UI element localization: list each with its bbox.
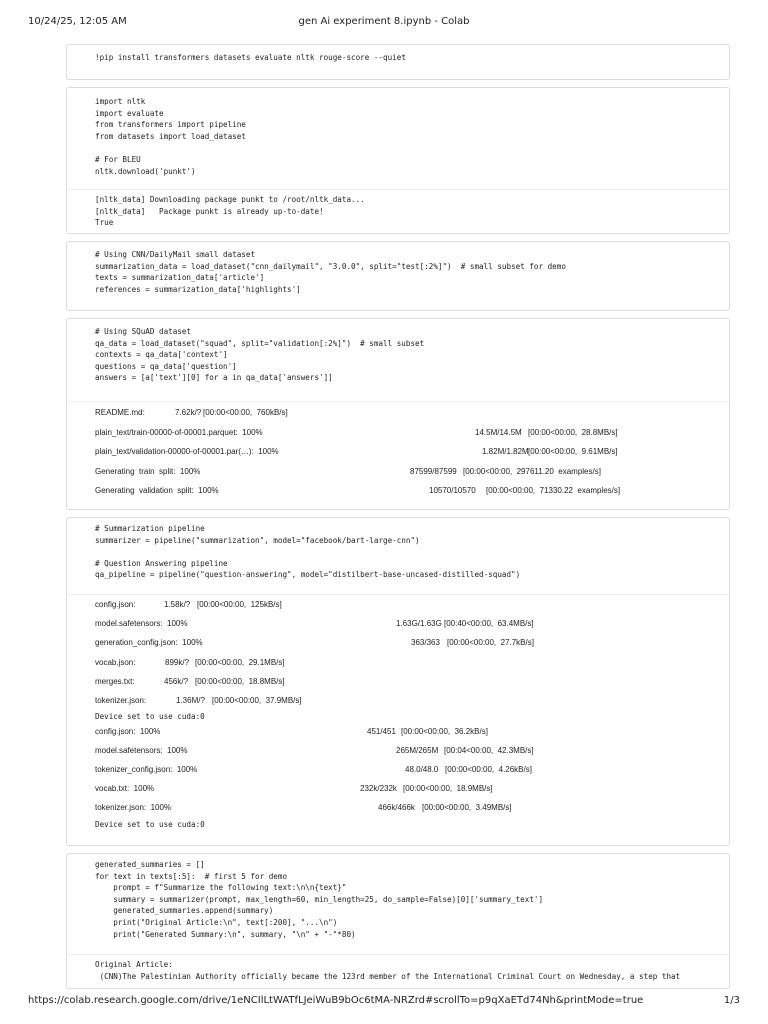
progress-stats: [00:04<00:00, 42.3MB/s] bbox=[444, 745, 534, 755]
cell-output bbox=[67, 954, 729, 982]
progress-row bbox=[67, 692, 729, 711]
progress-count: 1.63G/1.63G bbox=[396, 619, 442, 629]
progress-label: plain_text/train-00000-of-00001.parquet: 100% bbox=[95, 427, 263, 437]
progress-row bbox=[67, 654, 729, 673]
progress-stats: [00:00<00:00, 18.9MB/s] bbox=[403, 784, 493, 794]
page-url[interactable]: https://colab.research.google.com/drive/1eNCIlLtWATfLJeiWuB9bOc6tMA-NRZrd#scrollTo=p9qXaETd74Nh&printMode=true bbox=[28, 995, 644, 1006]
progress-row bbox=[67, 780, 729, 799]
cell-source[interactable]: import nltk import evaluate from transformers import pipeline from datasets import load_dataset # For BLEU nltk.download('punkt') bbox=[95, 97, 246, 176]
progress-stats: [00:00<00:00, 4.26kB/s] bbox=[445, 765, 532, 775]
progress-count: 48.0/48.0 bbox=[405, 765, 439, 775]
progress-stats: [00:00<00:00, 27.7kB/s] bbox=[447, 638, 534, 648]
progress-row bbox=[67, 799, 729, 818]
progress-label: tokenizer.json: bbox=[95, 695, 147, 705]
progress-row bbox=[67, 443, 729, 463]
progress-row bbox=[67, 404, 729, 424]
progress-label: vocab.txt: 100% bbox=[95, 784, 155, 794]
progress-label: generation_config.json: 100% bbox=[95, 638, 203, 648]
progress-row bbox=[67, 761, 729, 780]
progress-stats: [00:00<00:00, 9.61MB/s] bbox=[528, 447, 618, 457]
progress-count: 14.5M/14.5M bbox=[475, 427, 522, 437]
progress-label: tokenizer.json: 100% bbox=[95, 803, 172, 813]
progress-stats: [00:00<00:00, 760kB/s] bbox=[203, 408, 288, 417]
progress-label: model.safetensors: 100% bbox=[95, 745, 188, 755]
progress-stats: [00:00<00:00, 37.9MB/s] bbox=[212, 695, 302, 705]
progress-label: README.md: bbox=[95, 408, 145, 417]
cell-output bbox=[67, 594, 729, 830]
print-datetime: 10/24/25, 12:05 AM bbox=[28, 16, 127, 27]
code-cell-pipelines[interactable] bbox=[66, 517, 730, 846]
code-cell-qa-data[interactable] bbox=[66, 318, 730, 510]
code-cell-summarization-data[interactable] bbox=[66, 241, 730, 311]
progress-stats: [00:00<00:00, 3.49MB/s] bbox=[422, 803, 512, 813]
progress-label: config.json: 100% bbox=[95, 726, 161, 736]
progress-row bbox=[67, 723, 729, 742]
progress-stats: [00:00<00:00, 125kB/s] bbox=[197, 600, 282, 609]
output-text: Device set to use cuda:0 bbox=[95, 712, 205, 722]
code-cell-generate-summaries[interactable] bbox=[66, 853, 730, 989]
progress-count: 10570/10570 bbox=[429, 486, 476, 496]
progress-row bbox=[67, 634, 729, 653]
progress-count: 363/363 bbox=[411, 638, 440, 648]
page-number: 1/3 bbox=[723, 995, 740, 1006]
progress-stats: [00:00<00:00, 297611.20 examples/s] bbox=[463, 466, 601, 476]
progress-label: model.safetensors: 100% bbox=[95, 619, 188, 629]
progress-stats: [00:00<00:00, 36.2kB/s] bbox=[401, 726, 488, 736]
progress-count: 1.82M/1.82M bbox=[482, 447, 529, 457]
progress-count: 232k/232k bbox=[360, 784, 397, 794]
progress-row bbox=[67, 742, 729, 761]
progress-label: Generating validation split: 100% bbox=[95, 486, 219, 496]
progress-stats: [00:00<00:00, 71330.22 examples/s] bbox=[486, 486, 621, 496]
progress-label: tokenizer_config.json: 100% bbox=[95, 765, 198, 775]
progress-count: 1.36M/? bbox=[176, 695, 205, 705]
cell-source[interactable]: generated_summaries = [] for text in texts[:5]: # first 5 for demo prompt = f"Summarize the following text:\n\n{text}" summary = summarizer(prompt, max_length=60, min_length=25, do_sample=False)[0]['summary_text'] generated_summaries.append(summary) print("Original Article:\n", text[:200], "...\n") print("Generated Summary:\n", summary, "\n" + "-"*80) bbox=[95, 860, 544, 939]
code-cell-imports[interactable] bbox=[66, 87, 730, 234]
progress-label: plain_text/validation-00000-of-00001.par(…): 100% bbox=[95, 447, 279, 457]
notebook-title: gen Ai experiment 8.ipynb - Colab bbox=[298, 16, 470, 27]
progress-count: 456k/? bbox=[164, 676, 189, 686]
progress-stats: [00:40<00:00, 63.4MB/s] bbox=[444, 619, 534, 629]
cell-output bbox=[67, 401, 729, 502]
progress-label: merges.txt: bbox=[95, 676, 135, 686]
progress-stats: [00:00<00:00, 29.1MB/s] bbox=[195, 657, 285, 667]
progress-count: 466k/466k bbox=[378, 803, 415, 813]
cell-output bbox=[67, 189, 729, 229]
progress-row bbox=[67, 482, 729, 502]
progress-count: 1.58k/? bbox=[164, 600, 191, 609]
output-text: [nltk_data] Downloading package punkt to /root/nltk_data... [nltk_data] Package punkt is already up-to-date! True bbox=[95, 195, 365, 228]
progress-row bbox=[67, 424, 729, 444]
cell-source[interactable]: !pip install transformers datasets evaluate nltk rouge-score --quiet bbox=[95, 53, 406, 62]
progress-count: 451/451 bbox=[367, 726, 396, 736]
output-text: Original Article: (CNN)The Palestinian Authority officially became the 123rd member of the International Criminal Court on Wednesday, a step that bbox=[95, 960, 681, 981]
progress-count: 899k/? bbox=[165, 657, 190, 667]
progress-row bbox=[67, 673, 729, 692]
progress-stats: [00:00<00:00, 18.8MB/s] bbox=[195, 676, 285, 686]
progress-count: 265M/265M bbox=[396, 745, 439, 755]
cell-source[interactable]: # Using CNN/DailyMail small dataset summarization_data = load_dataset("cnn_dailymail", "3.0.0", split="test[:2%]") # small subset for demo texts = summarization_data['article'] references = summarization_data['highlights'] bbox=[95, 250, 566, 294]
cell-source[interactable]: # Summarization pipeline summarizer = pipeline("summarization", model="facebook/bart-large-cnn") # Question Answering pipeline qa_pipeline = pipeline("question-answering", model="distilbert-base-uncased-distilled-squad") bbox=[95, 524, 521, 580]
progress-count: 87599/87599 bbox=[410, 466, 457, 476]
progress-stats: [00:00<00:00, 28.8MB/s] bbox=[528, 427, 618, 437]
progress-row bbox=[67, 615, 729, 634]
code-cell-install[interactable] bbox=[66, 44, 730, 80]
progress-label: vocab.json: bbox=[95, 657, 136, 667]
progress-label: config.json: bbox=[95, 600, 136, 609]
output-text: Device set to use cuda:0 bbox=[95, 819, 205, 829]
cell-source[interactable]: # Using SQuAD dataset qa_data = load_dataset("squad", split="validation[:2%]") # small subset contexts = qa_data['context'] questions = qa_data['question'] answers = [a['text'][0] for a in qa_data['answers']] bbox=[95, 327, 425, 383]
progress-row bbox=[67, 463, 729, 483]
progress-label: Generating train split: 100% bbox=[95, 466, 201, 476]
progress-row bbox=[67, 596, 729, 615]
progress-count: 7.62k/? bbox=[175, 408, 202, 417]
